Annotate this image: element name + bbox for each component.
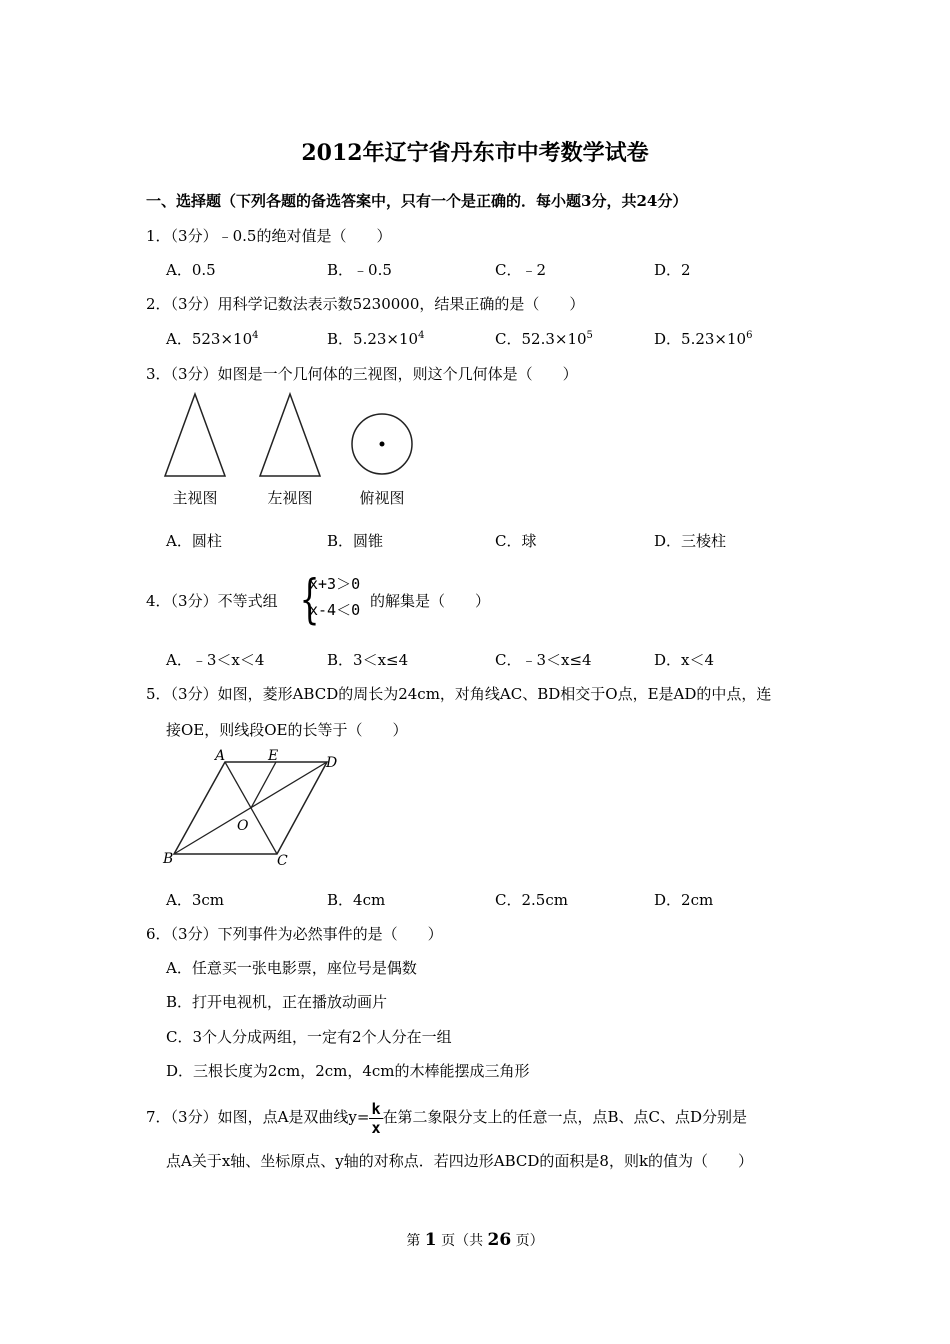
q2-option-d-exp: 6	[746, 330, 753, 341]
q2-option-b-exp: 4	[418, 330, 425, 341]
q4-option-b: B．3＜x≤4	[327, 651, 409, 669]
question-5-line1: 5．（3分）如图，菱形ABCD的周长为24cm，对角线AC、BD相交于O点，E是AD的中点，连	[146, 685, 772, 703]
q2-option-a-text: A．523×10	[166, 330, 253, 348]
question-4-stem-post: 的解集是（ ）	[370, 592, 491, 610]
q2-option-a-exp: 4	[252, 330, 259, 341]
q2-option-b-text: B．5.23×10	[327, 330, 419, 348]
q4-option-d: D．x＜4	[654, 651, 715, 669]
three-views-figure	[160, 390, 430, 510]
q3-option-a: A．圆柱	[166, 532, 222, 550]
q2-option-b	[327, 328, 424, 349]
q6-option-d: D．三根长度为2cm，2cm，4cm的木棒能摆成三角形	[166, 1062, 530, 1080]
q6-option-c: C．3个人分成两组，一定有2个人分在一组	[166, 1028, 452, 1046]
question-5-line2: 接OE，则线段OE的长等于（ ）	[166, 721, 408, 739]
rhombus-figure	[160, 748, 350, 873]
question-2-stem: 2．（3分）用科学记数法表示数5230000，结果正确的是（ ）	[146, 295, 585, 313]
footer-post: 页）	[515, 1233, 544, 1249]
q3-option-c: C．球	[495, 532, 537, 550]
q5-option-b: B．4cm	[327, 891, 386, 909]
page-footer	[0, 1230, 950, 1250]
q5-option-c: C．2.5cm	[495, 891, 568, 909]
inequality-system	[309, 571, 360, 623]
footer-page-number: 1	[424, 1230, 437, 1250]
fraction-numerator: k	[371, 1099, 381, 1118]
question-4-stem-pre: 4．（3分）不等式组	[146, 592, 278, 610]
label-b: B	[163, 851, 174, 867]
q6-option-a: A．任意买一张电影票，座位号是偶数	[166, 959, 417, 977]
q2-option-d	[654, 328, 752, 349]
q6-option-b: B．打开电视机，正在播放动画片	[166, 993, 388, 1011]
question-1-stem: 1．（3分）﹣0.5的绝对值是（ ）	[146, 227, 392, 245]
footer-mid: 页（共	[441, 1233, 484, 1249]
segment-oe	[251, 762, 276, 808]
q2-option-d-text: D．5.23×10	[654, 330, 747, 348]
inequality-2: x-4＜0	[309, 601, 361, 619]
front-view-triangle	[165, 394, 225, 476]
footer-pre: 第	[406, 1233, 421, 1249]
q1-option-a: A．0.5	[166, 261, 216, 279]
fraction-denominator: x	[371, 1118, 381, 1137]
question-7-post: 在第二象限分支上的任意一点，点B、点C、点D分别是	[382, 1108, 748, 1126]
top-view-label: 俯视图	[359, 490, 405, 507]
inequality-brace: {	[299, 570, 320, 630]
q1-option-d: D．2	[654, 261, 691, 279]
q1-option-c: C．﹣2	[495, 261, 547, 279]
front-view-label: 主视图	[172, 490, 218, 507]
footer-total-pages: 26	[487, 1230, 512, 1250]
q2-option-a	[166, 328, 259, 349]
label-o: O	[237, 818, 249, 834]
q2-option-c-exp: 5	[586, 330, 593, 341]
q1-option-b: B．﹣0.5	[327, 261, 392, 279]
page-title: 2012年辽宁省丹东市中考数学试卷	[301, 140, 649, 166]
label-e: E	[268, 748, 279, 764]
label-d: D	[326, 755, 338, 771]
label-c: C	[277, 853, 288, 869]
q3-option-d: D．三棱柱	[654, 532, 727, 550]
q3-option-b: B．圆锥	[327, 532, 384, 550]
question-7-line2: 点A关于x轴、坐标原点、y轴的对称点．若四边形ABCD的面积是8，则k的值为（ ）	[166, 1152, 754, 1170]
side-view-triangle	[260, 394, 320, 476]
q4-option-a: A．﹣3＜x＜4	[166, 651, 265, 669]
question-7-line1	[146, 1098, 747, 1137]
section-heading: 一、选择题（下列各题的备选答案中，只有一个是正确的．每小题3分，共24分）	[146, 192, 688, 210]
question-6-stem: 6．（3分）下列事件为必然事件的是（ ）	[146, 925, 443, 943]
q2-option-c	[495, 328, 593, 349]
question-3-stem: 3．（3分）如图是一个几何体的三视图，则这个几何体是（ ）	[146, 365, 578, 383]
side-view-label: 左视图	[267, 490, 313, 507]
inequality-1: x+3＞0	[309, 575, 361, 593]
diagonal-bd	[174, 762, 327, 854]
label-a: A	[215, 748, 226, 764]
q4-option-c: C．﹣3＜x≤4	[495, 651, 592, 669]
q5-option-a: A．3cm	[166, 891, 225, 909]
top-view-center-dot	[380, 442, 385, 447]
question-7-pre: 7．（3分）如图，点A是双曲线y=	[146, 1108, 370, 1126]
q2-option-c-text: C．52.3×10	[495, 330, 587, 348]
q5-option-d: D．2cm	[654, 891, 714, 909]
fraction-k-over-x	[369, 1100, 382, 1137]
